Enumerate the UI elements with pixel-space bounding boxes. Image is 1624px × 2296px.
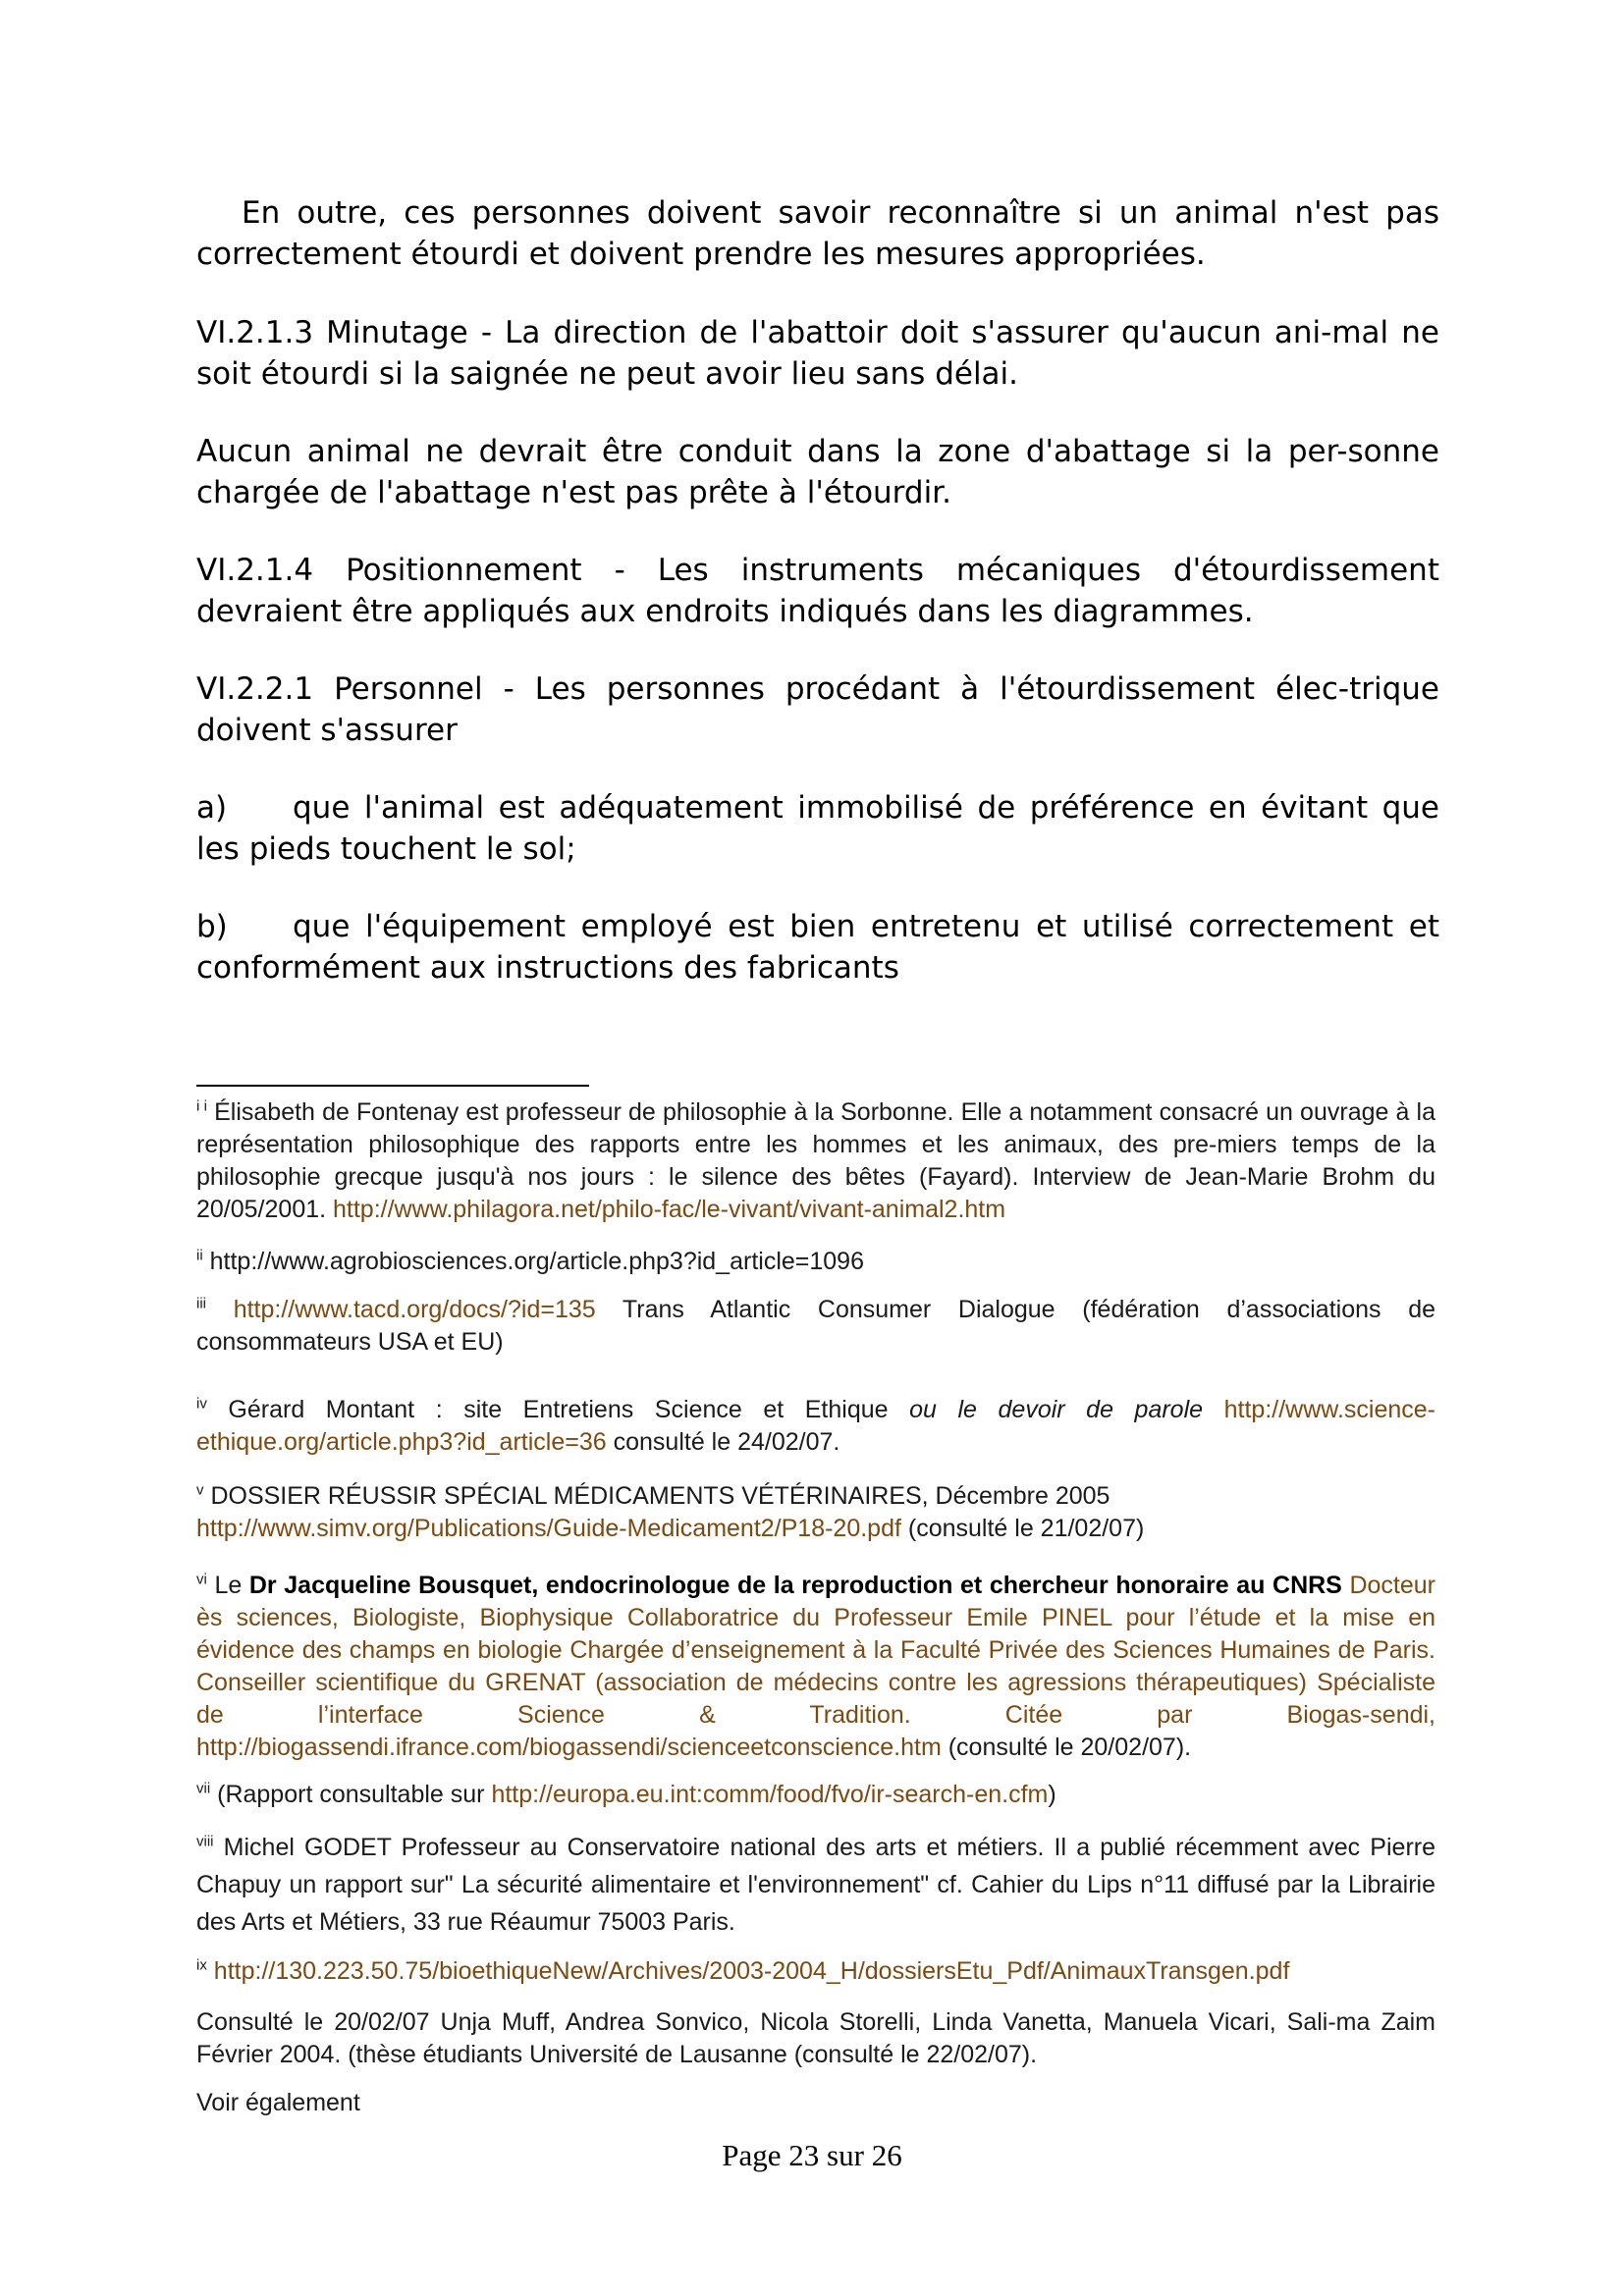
list-item-a	[196, 787, 1439, 870]
footnote-marker: iii	[196, 1295, 206, 1312]
footnote-9	[196, 1955, 1435, 1988]
footnote-marker: i i	[196, 1097, 207, 1115]
voir-egalement: Voir également	[196, 2089, 360, 2116]
footnote-3	[196, 1294, 1435, 1359]
paragraph-aucun-animal: Aucun animal ne devrait être conduit dans la zone d'abattage si la per-sonne chargée de l'abattage n'est pas prête à l'étourdir.	[196, 434, 1439, 510]
paragraph-1: En outre, ces personnes doivent savoir reconnaître si un animal n'est pas correctement étourdi et doivent prendre les mesures appropriées.	[196, 195, 1439, 272]
footnote-bold-text: Dr Jacqueline Bousquet, endocrinologue de la reproduction et chercheur honoraire au CNRS	[248, 1572, 1342, 1599]
footnote-marker: vi	[196, 1571, 207, 1588]
list-item-b	[196, 906, 1439, 988]
footnote-marker: viii	[196, 1833, 214, 1850]
footnote-link[interactable]: http://biogassendi.ifrance.com/biogassendi/scienceetconscience.htm	[196, 1734, 942, 1761]
footnote-text-lead: Le	[206, 1572, 249, 1599]
footnote-text: Michel GODET Professeur au Conservatoire national des arts et métiers. Il a publié récemment avec Pierre Chapuy un rapport sur" La sécurité alimentaire et l'environnement" cf. Cahier du Lips n°11 diffusé par la Librairie des Arts et Métiers, 33 rue Réaumur 75003 Paris.	[196, 1834, 1435, 1936]
footnote-4	[196, 1394, 1435, 1459]
footnote-link[interactable]: http://europa.eu.int:comm/food/fvo/ir-search-en.cfm	[491, 1781, 1049, 1808]
footnote-link[interactable]: http://www.tacd.org/docs/?id=135	[233, 1296, 596, 1323]
footnote-link[interactable]: http://www.simv.org/Publications/Guide-Medicament2/P18-20.pdf	[196, 1515, 901, 1542]
list-text-a: que l'animal est adéquatement immobilisé de préférence en évitant que les pieds touchent le sol;	[196, 790, 1439, 867]
footnote-link[interactable]: http://www.philagora.net/philo-fac/le-vivant/vivant-animal2.htm	[333, 1196, 1006, 1223]
footnote-marker: ix	[196, 1956, 207, 1974]
footnote-5	[196, 1480, 1435, 1545]
footnote-marker: v	[196, 1481, 204, 1499]
footnote-separator	[196, 1085, 589, 1087]
footnote-marker: iv	[196, 1395, 207, 1413]
footnote-text-end: )	[1048, 1781, 1056, 1808]
paragraph-positionnement: VI.2.1.4 Positionnement - Les instruments mécaniques d'étourdissement devraient être appliqués aux endroits indiqués dans les diagrammes.	[196, 553, 1439, 629]
paragraph-minutage: VI.2.1.3 Minutage - La direction de l'abattoir doit s'assurer qu'aucun ani-mal ne soit étourdi si la saignée ne peut avoir lieu sans délai.	[196, 315, 1439, 392]
footnote-text: (Rapport consultable sur	[210, 1781, 492, 1808]
footnote-1	[196, 1096, 1435, 1226]
footnote-8	[196, 1829, 1435, 1941]
footnote-text: http://www.agrobiosciences.org/article.php3?id_article=1096	[202, 1248, 864, 1275]
footnote-text-end: consulté le 24/02/07.	[606, 1428, 840, 1456]
footnote-6	[196, 1570, 1435, 1764]
footnote-2	[196, 1246, 1435, 1278]
footnote-7	[196, 1779, 1435, 1811]
footnote-colored-text: Docteur ès sciences, Biologiste, Biophysique Collaboratrice du Professeur Emile PINEL pour l’étude et la mise en évidence des champs en biologie Chargée d’enseignement à la Faculté Privée des Sciences Humaines de Paris. Conseiller scientifique du GRENAT (association de médecins contre les agressions thérapeutiques) Spécialiste de l’interface Science & Tradition. Citée par Biogas-sendi,	[196, 1572, 1436, 1729]
list-text-b: que l'équipement employé est bien entretenu et utilisé correctement et conformément aux instructions des fabricants	[196, 909, 1439, 986]
footnote-text-end: (consulté le 20/02/07).	[941, 1734, 1192, 1761]
footnote-text: Gérard Montant : site Entretiens Science et Ethique	[206, 1396, 910, 1423]
footnote-marker: ii	[196, 1247, 203, 1264]
footnote-italic-text: ou le devoir de parole	[909, 1396, 1204, 1423]
footnote-link[interactable]: http://www.science-ethique.org/article.php3?id_article=36	[196, 1396, 1435, 1456]
footnote-link[interactable]: http://130.223.50.75/bioethiqueNew/Archives/2003-2004_H/dossiersEtu_Pdf/AnimauxTransgen.pdf	[213, 1957, 1290, 1985]
paragraph-personnel: VI.2.2.1 Personnel - Les personnes procédant à l'étourdissement élec-trique doivent s'assurer	[196, 671, 1439, 748]
footnote-marker: vii	[196, 1780, 211, 1797]
page-number: Page 23 sur 26	[722, 2138, 902, 2172]
list-label-b: b)	[196, 909, 228, 944]
footnote-9-continuation: Consulté le 20/02/07 Unja Muff, Andrea Sonvico, Nicola Storelli, Linda Vanetta, Manuela Vicari, Sali-ma Zaim Février 2004. (thèse étudiants Université de Lausanne (consulté le 22/02/07).	[196, 2008, 1435, 2068]
footnote-text: Élisabeth de Fontenay est professeur de philosophie à la Sorbonne. Elle a notamment consacré un ouvrage à la représentation philosophique des rapports entre les hommes et les animaux, des pre-miers temps de la philosophie grecque jusqu'à nos jours : le silence des bêtes (Fayard). Interview de Jean-Marie Brohm du 20/05/2001.	[196, 1098, 1435, 1223]
list-label-a: a)	[196, 790, 228, 826]
footnote-text: DOSSIER RÉUSSIR SPÉCIAL MÉDICAMENTS VÉTÉRINAIRES, Décembre 2005	[203, 1482, 1110, 1510]
footnote-text-end: (consulté le 21/02/07)	[900, 1515, 1145, 1542]
footnote-text: Trans Atlantic Consumer Dialogue (fédération d’associations de consommateurs USA et EU)	[196, 1296, 1436, 1356]
